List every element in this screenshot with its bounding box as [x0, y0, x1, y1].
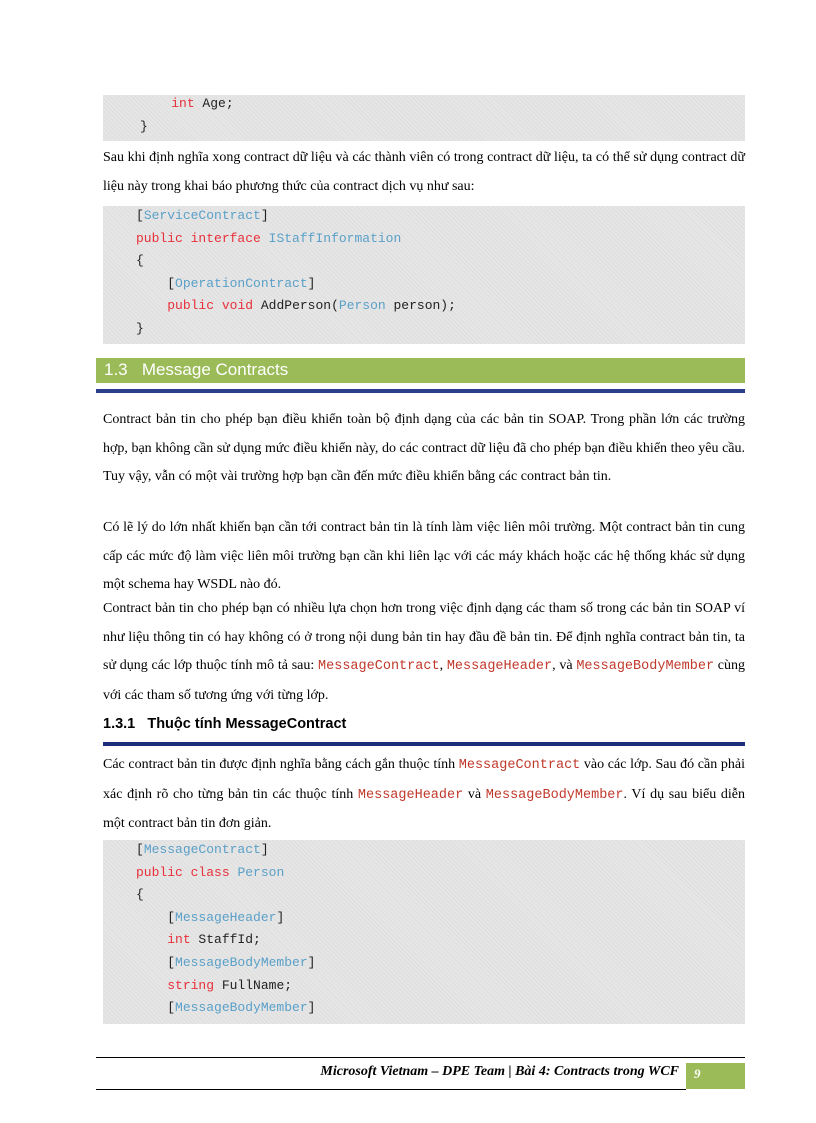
text-run: Các contract bản tin được định nghĩa bằng cách gắn thuộc tính: [103, 757, 459, 772]
code-type: ServiceContract: [143, 208, 261, 223]
section-heading: [96, 358, 745, 383]
code-line: [136, 886, 144, 904]
section-rule: [96, 389, 745, 393]
code-line: [136, 320, 144, 338]
code-type: MessageBodyMember: [175, 955, 308, 970]
section-title-text: Message Contracts: [141, 360, 289, 379]
code-text: ]: [307, 955, 316, 970]
text-run: vào các lớp. Sau đó cần phải xác định rõ cho từng bản tin các thuộc tính: [103, 757, 745, 802]
code-text: [: [136, 955, 176, 970]
code-type: MessageContract: [143, 842, 261, 857]
code-line: [136, 841, 269, 859]
code-line: [136, 954, 315, 972]
footer-rule-top: [96, 1057, 745, 1058]
subsection-title: Thuộc tính MessageContract: [147, 716, 347, 732]
code-text: [214, 298, 222, 313]
paragraph-2: Contract bản tin cho phép bạn điều khiển toàn bộ định dạng của các bản tin SOAP. Trong phần lớn các trường hợp, bạn không cần sử dụng mức điều khiển này, do các contract dữ liệu đã cho phép bạn điều khiển theo yêu cầu. Tuy vậy, vẫn có một vài trường hợp bạn cần đến mức điều khiển bằng các contract bản tin.: [103, 412, 745, 484]
inline-code: MessageContract: [318, 659, 440, 674]
code-line: [140, 118, 148, 136]
code-text: [183, 231, 191, 246]
code-type: MessageHeader: [175, 909, 277, 925]
code-line: [136, 931, 261, 949]
inline-code: MessageContract: [458, 758, 581, 773]
code-keyword: interface: [190, 230, 261, 246]
code-line: [136, 864, 284, 882]
code-line: [136, 275, 315, 293]
code-text: }: [136, 320, 144, 336]
code-text: person);: [385, 298, 456, 313]
code-line: [136, 230, 401, 248]
code-text: FullName;: [214, 977, 293, 993]
code-text: [261, 231, 269, 246]
code-type: MessageBodyMember: [175, 1000, 308, 1016]
code-type: Person: [338, 298, 386, 313]
page-number: 9: [694, 1066, 701, 1081]
section-title: [104, 360, 288, 380]
code-line: [136, 207, 269, 225]
code-text: ]: [307, 1000, 316, 1016]
code-text: [: [136, 275, 176, 291]
code-text: StaffId;: [190, 932, 261, 948]
code-keyword: public: [136, 230, 183, 246]
code-text: [136, 298, 167, 313]
code-text: }: [140, 118, 148, 134]
text-run: , và: [552, 658, 577, 673]
code-line: [136, 999, 315, 1017]
subsection-rule: [103, 742, 745, 746]
inline-code: MessageHeader: [357, 787, 464, 803]
paragraph-5: [103, 751, 745, 839]
code-block-1: [103, 95, 745, 141]
footer-text: Microsoft Vietnam – DPE Team | Bài 4: Contracts trong WCF: [320, 1064, 679, 1079]
code-keyword: string: [167, 977, 215, 993]
code-text: [140, 96, 171, 111]
subsection-heading: [103, 716, 346, 732]
code-text: {: [136, 887, 144, 903]
code-line: [140, 95, 234, 113]
inline-code: MessageBodyMember: [576, 659, 715, 674]
paragraph-1: Sau khi định nghĩa xong contract dữ liệu và các thành viên có trong contract dữ liệu, ta có thể sử dụng contract dữ liệu này trong khai báo phương thức của contract dịch vụ như sau:: [103, 150, 745, 194]
code-keyword: void: [221, 298, 254, 313]
code-text: [: [136, 1000, 176, 1016]
code-text: {: [136, 253, 144, 268]
code-text: Age;: [194, 96, 234, 111]
code-text: [136, 932, 167, 947]
code-line: [136, 252, 144, 270]
code-text: ]: [307, 275, 316, 291]
paragraph-4: [103, 595, 745, 710]
code-text: [: [136, 208, 144, 223]
code-keyword: class: [190, 864, 230, 880]
code-text: [136, 978, 167, 993]
subsection-number: 1.3.1: [103, 716, 136, 732]
page-number-box: [686, 1063, 745, 1089]
code-text: [183, 865, 191, 880]
code-type: OperationContract: [175, 275, 308, 291]
code-line: [136, 297, 456, 315]
code-text: ]: [276, 909, 285, 925]
text-run: ,: [439, 658, 447, 673]
code-block-2: [103, 206, 745, 344]
code-type: Person: [237, 864, 285, 880]
code-block-3: [103, 840, 745, 1024]
text-run: và: [463, 786, 486, 802]
paragraph-3: Có lẽ lý do lớn nhất khiến bạn cần tới contract bản tin là tính làm việc liên môi trường. Một contract bản tin cung cấp các mức độ làm việc liên môi trường bạn cần khi liên lạc với các máy khách hoặc các hệ thống khác sử dụng một schema hay WSDL nào đó.: [103, 520, 745, 592]
code-keyword: public: [167, 298, 215, 313]
code-type: IStaffInformation: [268, 230, 402, 246]
code-keyword: int: [167, 932, 191, 948]
code-text: [: [136, 842, 144, 857]
text-run: Contract bản tin cho phép bạn có nhiều lựa chọn hơn trong việc định dạng các tham số trong các bản tin SOAP ví như liệu thông tin có hay không có ở trong nội dung bản tin hay đầu đề bản tin. Để định nghĩa contract bản tin, ta sử dụng các lớp thuộc tính mô tả sau:: [103, 601, 745, 673]
inline-code: MessageHeader: [446, 659, 553, 674]
code-line: [136, 909, 284, 927]
code-text: ]: [260, 842, 269, 857]
text-run: cùng với các tham số tương ứng với từng lớp.: [103, 658, 746, 703]
code-text: ]: [260, 208, 269, 223]
code-keyword: public: [136, 864, 183, 880]
code-text: [: [136, 909, 176, 925]
code-text: AddPerson(: [253, 298, 339, 313]
section-number: 1.3: [104, 360, 128, 379]
code-keyword: int: [171, 96, 195, 111]
code-line: [136, 977, 292, 995]
footer-rule-bottom: [96, 1089, 686, 1090]
inline-code: MessageBodyMember: [485, 787, 624, 803]
text-run: . Ví dụ sau biểu diễn một contract bản tin đơn giản.: [103, 786, 745, 831]
